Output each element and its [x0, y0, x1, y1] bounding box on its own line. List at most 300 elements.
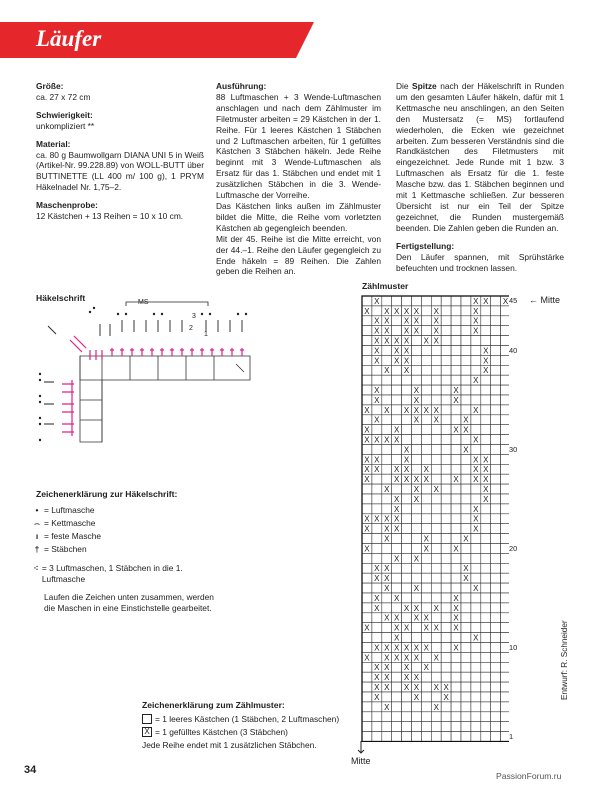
chart-cell [412, 375, 422, 385]
chart-cell [372, 425, 382, 435]
chart-cell [451, 633, 461, 643]
chart-cell [451, 732, 461, 742]
chart-cell [372, 405, 382, 415]
chart-cell [501, 672, 509, 682]
chart-cell [362, 494, 372, 504]
chart-cell [412, 712, 422, 722]
chart-cell [501, 633, 509, 643]
chart-filled-mark: X [384, 326, 390, 336]
chart-cell [392, 316, 402, 326]
chart-cell [382, 454, 392, 464]
chart-cell [471, 682, 481, 692]
chart-cell [431, 524, 441, 534]
chart-filled-mark: X [374, 465, 380, 475]
chart-cell [421, 583, 431, 593]
chart-filled-mark: X [453, 544, 459, 554]
chart-cell [461, 296, 471, 306]
chart-filled-mark: X [403, 683, 410, 693]
chart-cell [481, 514, 491, 524]
legend-single [30, 531, 101, 542]
chart-filled-mark: X [403, 445, 410, 455]
chart-filled-mark: X [463, 574, 469, 584]
chart-filled-mark: X [433, 326, 439, 336]
chart-cell [392, 534, 402, 544]
chart-cell [441, 454, 451, 464]
chart-cell [362, 445, 372, 455]
chart-cell [501, 385, 509, 395]
chart-cell [441, 623, 451, 633]
chart-cell [412, 425, 422, 435]
chart-cell [471, 722, 481, 732]
chart-cell [402, 722, 412, 732]
chart-cell [461, 395, 471, 405]
chart-cell [372, 504, 382, 514]
chart-cell [501, 355, 509, 365]
chart-cell [421, 415, 431, 425]
chart-filled-mark: X [433, 306, 439, 316]
chart-cell [481, 583, 491, 593]
chart-cell [441, 375, 451, 385]
chart-cell [451, 484, 461, 494]
chart-cell [372, 375, 382, 385]
chart-filled-mark: X [403, 366, 410, 376]
chart-cell [421, 484, 431, 494]
chart-cell [501, 544, 509, 554]
chart-cell [501, 662, 509, 672]
chart-filled-mark: X [384, 435, 390, 445]
chart-cell [501, 395, 509, 405]
chart-cell [392, 326, 402, 336]
chart-cell [481, 415, 491, 425]
chart-filled-mark: X [374, 692, 380, 702]
chart-filled-mark: X [413, 326, 420, 336]
edging-text-pre: Die [396, 81, 413, 91]
chart-cell [501, 326, 509, 336]
round-label-3: 3 [192, 313, 196, 320]
chart-filled-mark: X [364, 425, 370, 435]
chart-cell [481, 712, 491, 722]
chart-cell [461, 583, 471, 593]
chart-cell [501, 445, 509, 455]
chart-cell [392, 375, 402, 385]
chart-cell [491, 534, 501, 544]
chart-cell [382, 633, 392, 643]
chart-cell [451, 464, 461, 474]
chart-cell [392, 395, 402, 405]
chart-filled-mark: X [473, 524, 479, 534]
chart-cell [461, 682, 471, 692]
chart-cell [431, 435, 441, 445]
chart-cell [382, 603, 392, 613]
chart-cell [372, 306, 382, 316]
chart-cell [441, 573, 451, 583]
chart-cell [412, 355, 422, 365]
column-instructions [216, 81, 381, 277]
chart-cell [471, 712, 481, 722]
chart-cell [362, 662, 372, 672]
chart-filled-mark: X [413, 613, 420, 623]
chart-cell [441, 494, 451, 504]
filet-chart [361, 295, 509, 742]
chart-cell [441, 652, 451, 662]
chart-filled-mark: X [374, 415, 380, 425]
center-top-label: ← Mitte [529, 295, 561, 305]
chart-cell [451, 712, 461, 722]
chart-cell [412, 524, 422, 534]
chart-cell [421, 702, 431, 712]
chart-filled-mark: X [473, 475, 479, 485]
chart-cell [471, 355, 481, 365]
chart-cell [491, 643, 501, 653]
chart-cell [421, 633, 431, 643]
chart-filled-mark: X [393, 504, 400, 514]
chart-cell [451, 375, 461, 385]
chart-cell [501, 732, 509, 742]
chart-filled-mark: X [413, 692, 420, 702]
chart-cell [451, 722, 461, 732]
chart-cell [471, 652, 481, 662]
chart-filled-mark: X [393, 465, 400, 475]
chart-filled-mark: X [384, 653, 390, 663]
chart-cell [461, 484, 471, 494]
chart-cell [421, 316, 431, 326]
chart-cell [421, 395, 431, 405]
legend-chain-text: = Luftmasche [44, 505, 95, 515]
chart-filled-mark: X [393, 623, 400, 633]
chart-filled-mark: X [384, 643, 390, 653]
chart-cell [491, 573, 501, 583]
chart-cell [362, 375, 372, 385]
chart-cell [451, 672, 461, 682]
chart-cell [421, 563, 431, 573]
chart-cell [501, 494, 509, 504]
chart-cell [421, 346, 431, 356]
chart-cell [461, 544, 471, 554]
chart-cell [481, 672, 491, 682]
chart-cell [461, 454, 471, 464]
chart-cell [372, 583, 382, 593]
chart-filled-mark: X [453, 643, 459, 653]
chart-cell [431, 464, 441, 474]
chart-cell [471, 544, 481, 554]
chart-cell [392, 662, 402, 672]
chart-cell [471, 494, 481, 504]
page-title: Läufer [36, 26, 102, 51]
chart-cell [501, 484, 509, 494]
chart-cell [441, 474, 451, 484]
chart-cell [412, 464, 422, 474]
chart-cell [372, 553, 382, 563]
chart-cell [421, 365, 431, 375]
ms-label: MS [138, 299, 149, 306]
chart-cell [382, 464, 392, 474]
round-labels [189, 313, 208, 338]
chart-cell [441, 355, 451, 365]
chart-cell [362, 593, 372, 603]
chart-cell [362, 336, 372, 346]
chart-cell [382, 623, 392, 633]
chart-cell [461, 494, 471, 504]
chart-cell [372, 534, 382, 544]
finishing-text: Den Läufer spannen, mit Sprühstärke befeuchten und trocknen lassen. [396, 251, 564, 273]
chart-cell [481, 534, 491, 544]
chart-cell [362, 613, 372, 623]
chart-cell [501, 524, 509, 534]
design-credit: Entwurf: R. Schneider [560, 620, 569, 700]
chart-cell [501, 722, 509, 732]
chart-cell [402, 395, 412, 405]
chart-filled-mark: X [364, 465, 370, 475]
chart-cell [412, 534, 422, 544]
chart-cell [441, 534, 451, 544]
chart-cell [412, 722, 422, 732]
chart-cell [392, 722, 402, 732]
chart-filled-mark: X [483, 465, 489, 475]
chart-cell [451, 652, 461, 662]
chart-cell [491, 464, 501, 474]
chart-filled-mark: X [403, 653, 410, 663]
chart-filled-mark: X [423, 465, 430, 475]
chart-filled-mark: X [413, 415, 420, 425]
chart-cell [441, 484, 451, 494]
chart-filled-mark: X [364, 623, 370, 633]
chart-cell [362, 296, 372, 306]
chart-cell [461, 504, 471, 514]
chart-cell [392, 484, 402, 494]
chart-cell [402, 385, 412, 395]
instructions-paragraph-3: Mit der 45. Reihe ist die Mitte erreicht, von der 44.–1. Reihe den Läufer gegengleich zu Ende häkeln = 89 Reihen. Die Zahlen geben die Reihen an. [216, 233, 381, 277]
chart-cell [382, 732, 392, 742]
chart-cell [431, 672, 441, 682]
chart-cell [402, 494, 412, 504]
chart-cell [481, 732, 491, 742]
chart-cell [372, 494, 382, 504]
chart-cell [471, 365, 481, 375]
chart-cell [451, 365, 461, 375]
material-value: ca. 80 g Baumwollgarn DIANA UNI 5 in Weiß (Artikel-Nr. 99.228.89) von WOLL-BUTT über BUTTINETTE (LL 400 m/ 100 g), 1 PRYM Häkelnadel Nr. 1,75–2. [36, 149, 204, 193]
chart-filled-mark: X [423, 475, 430, 485]
chart-cell [491, 484, 501, 494]
chart-cell [441, 464, 451, 474]
chart-cell [451, 702, 461, 712]
chart-cell [412, 435, 422, 445]
chart-cell [451, 435, 461, 445]
chart-filled-mark: X [384, 663, 390, 673]
chart-cell [501, 474, 509, 484]
chart-cell [491, 623, 501, 633]
chart-cell [481, 722, 491, 732]
chart-cell [441, 633, 451, 643]
chart-cell [501, 306, 509, 316]
chart-cell [481, 385, 491, 395]
chart-filled-mark: X [403, 663, 410, 673]
chart-cell [372, 702, 382, 712]
chart-cell [491, 583, 501, 593]
chart-cell [362, 365, 372, 375]
chart-filled-mark: X [384, 306, 390, 316]
chart-filled-mark: X [393, 435, 400, 445]
chart-cell [362, 316, 372, 326]
chart-cell [392, 583, 402, 593]
chart-cell [441, 553, 451, 563]
chart-filled-mark: X [463, 445, 469, 455]
legend-note [44, 592, 214, 614]
chart-cell [382, 474, 392, 484]
chart-cell [431, 553, 441, 563]
chart-cell [491, 702, 501, 712]
chart-filled-mark: X [393, 554, 400, 564]
chart-filled-mark: X [403, 455, 410, 465]
chart-filled-mark: X [473, 296, 479, 306]
chart-cell [431, 385, 441, 395]
chart-filled-mark: X [374, 673, 380, 683]
chart-filled-mark: X [423, 643, 430, 653]
legend-empty-square [142, 714, 339, 725]
chart-cell [382, 385, 392, 395]
chart-cell [392, 603, 402, 613]
chart-cell [481, 573, 491, 583]
chart-filled-mark: X [483, 455, 489, 465]
chart-cell [392, 445, 402, 455]
chart-cell [412, 504, 422, 514]
chart-cell [421, 296, 431, 306]
chart-cell [461, 702, 471, 712]
chart-cell [501, 563, 509, 573]
chart-cell [491, 652, 501, 662]
chart-cell [461, 643, 471, 653]
chart-filled-mark: X [384, 524, 390, 534]
chart-cell [431, 722, 441, 732]
chart-cell [501, 464, 509, 474]
chart-cell [461, 652, 471, 662]
chart-cell [501, 504, 509, 514]
chart-cell [372, 623, 382, 633]
chart-cell [461, 336, 471, 346]
chart-cell [451, 563, 461, 573]
instructions-heading: Ausführung: [216, 81, 267, 91]
edging-text: nach der Häkelschrift in Runden um den gesamten Läufer häkeln, dafür mit 1 Kettmasche neu anschlingen, an den Seiten den Mustersatz (= MS) fortlaufend wiederholen, die Ecken wie gezeichnet arbeiten. Zum besseren Verständnis sind die Randkästchen des Filetmusters mit eingezeichnet. Jede Runde mit 1 bzw. 3 Luftmaschen als Ersatz für die 1. feste Masche bzw. das 1. Stäbchen beginnen und mit 1 Kettmasche schließen. Zur besseren Übersicht ist nur ein Teil der Spitze gezeichnet, die Runden mustergemäß beenden. Die Zahlen geben die Runden an. [396, 81, 564, 233]
chart-cell [461, 365, 471, 375]
chart-cell [481, 603, 491, 613]
chart-cell [421, 454, 431, 464]
chart-cell [402, 613, 412, 623]
chart-filled-mark: X [473, 316, 479, 326]
chart-filled-mark: X [413, 405, 420, 415]
chart-cell [421, 375, 431, 385]
chart-cell [491, 435, 501, 445]
chart-filled-mark: X [473, 633, 479, 643]
chart-filled-mark: X [403, 465, 410, 475]
chart-filled-mark: X [453, 475, 459, 485]
finishing-heading: Fertigstellung: [396, 240, 455, 251]
chart-filled-mark: X [473, 405, 479, 415]
chart-filled-mark: X [393, 356, 400, 366]
chart-cell [451, 326, 461, 336]
chart-cell [481, 662, 491, 672]
chart-filled-mark: X [374, 346, 380, 356]
chart-filled-mark: X [374, 663, 380, 673]
chart-filled-mark: X [423, 405, 430, 415]
chart-cell [402, 563, 412, 573]
chart-cell [461, 633, 471, 643]
chart-cell [362, 385, 372, 395]
chart-cell [481, 425, 491, 435]
chart-cell [392, 702, 402, 712]
chart-filled-mark: X [403, 326, 410, 336]
chart-cell [412, 593, 422, 603]
chart-cell [382, 544, 392, 554]
chart-cell [362, 672, 372, 682]
chart-cell [471, 593, 481, 603]
chart-cell [471, 643, 481, 653]
chart-cell [362, 702, 372, 712]
chart-cell [372, 652, 382, 662]
chart-cell [362, 504, 372, 514]
chart-cell [402, 375, 412, 385]
chart-cell [461, 316, 471, 326]
chart-cell [441, 415, 451, 425]
chart-filled-mark: X [384, 514, 390, 524]
chart-filled-mark: X [413, 494, 420, 504]
chart-filled-mark: X [374, 455, 380, 465]
chart-filled-mark: X [374, 356, 380, 366]
chart-cell [451, 662, 461, 672]
chart-cell [431, 583, 441, 593]
filet-chart-title: Zählmuster [362, 281, 409, 291]
chart-cell [441, 722, 451, 732]
chart-filled-mark: X [433, 623, 439, 633]
chart-cell [412, 623, 422, 633]
chart-filled-mark: X [403, 405, 410, 415]
chart-filled-mark: X [384, 613, 390, 623]
chart-cell [441, 672, 451, 682]
chart-cell [431, 296, 441, 306]
chart-cell [392, 682, 402, 692]
chart-cell [491, 326, 501, 336]
chart-cell [451, 583, 461, 593]
chart-filled-mark: X [413, 386, 420, 396]
chart-cell [412, 445, 422, 455]
chart-filled-mark: X [403, 316, 410, 326]
chart-filled-mark: X [403, 306, 410, 316]
chart-cell [431, 633, 441, 643]
chart-cell [491, 454, 501, 464]
chart-cell [372, 712, 382, 722]
chart-filled-mark: X [473, 584, 479, 594]
chart-filled-mark: X [413, 485, 420, 495]
chart-cell [372, 732, 382, 742]
chart-filled-mark: X [483, 346, 489, 356]
chart-filled-mark: X [364, 435, 370, 445]
column-materials [36, 81, 204, 229]
chart-cell [481, 435, 491, 445]
chart-cell [382, 504, 392, 514]
chart-cell [431, 375, 441, 385]
chart-filled-mark: X [364, 544, 370, 554]
chart-cell [451, 405, 461, 415]
chart-cell [431, 454, 441, 464]
chart-cell [501, 613, 509, 623]
chart-cell [431, 355, 441, 365]
chart-cell [402, 692, 412, 702]
chart-cell [441, 643, 451, 653]
chart-cell [461, 385, 471, 395]
chart-cell [382, 712, 392, 722]
chart-cell [421, 425, 431, 435]
chart-cell [491, 544, 501, 554]
chart-cell [412, 454, 422, 464]
chart-cell [491, 494, 501, 504]
